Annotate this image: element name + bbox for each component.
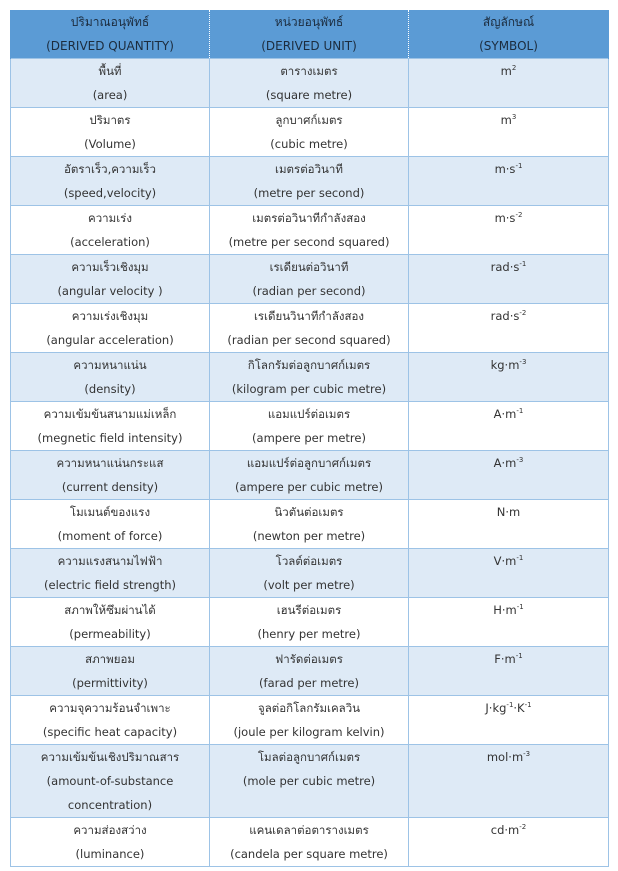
unit-cell bbox=[210, 500, 409, 549]
unit-thai: เฮนรีต่อเมตร bbox=[276, 603, 342, 617]
table-row bbox=[11, 59, 609, 108]
header-quantity-english: (DERIVED QUANTITY) bbox=[46, 39, 174, 53]
unit-english: (square metre) bbox=[265, 88, 353, 102]
symbol-cell bbox=[409, 598, 609, 647]
table-row bbox=[11, 818, 609, 867]
quantity-thai: ความเร่งเชิงมุม bbox=[71, 309, 149, 323]
unit-english: (farad per metre) bbox=[259, 676, 359, 690]
symbol-base: m bbox=[500, 113, 512, 127]
unit-cell bbox=[210, 549, 409, 598]
quantity-english: (specific heat capacity) bbox=[42, 725, 178, 739]
unit-thai: เมตรต่อวินาที bbox=[275, 162, 343, 176]
symbol-base: cd·m bbox=[490, 823, 520, 837]
unit-thai: โมลต่อลูกบาศก์เมตร bbox=[257, 750, 361, 764]
quantity-cell bbox=[11, 353, 210, 402]
symbol-exponent: -1 bbox=[516, 407, 524, 415]
table-row bbox=[11, 402, 609, 451]
unit-thai: ลูกบาศก์เมตร bbox=[275, 113, 343, 127]
unit-cell bbox=[210, 402, 409, 451]
quantity-cell bbox=[11, 451, 210, 500]
symbol-exponent: -3 bbox=[516, 456, 524, 464]
quantity-english: (angular acceleration) bbox=[46, 333, 174, 347]
unit-english: (radian per second) bbox=[252, 284, 366, 298]
symbol-exponent: -2 bbox=[515, 211, 523, 219]
unit-symbol bbox=[413, 745, 604, 769]
unit-cell bbox=[210, 59, 409, 108]
quantity-cell bbox=[11, 549, 210, 598]
quantity-english: (angular velocity ) bbox=[57, 284, 163, 298]
unit-thai: กิโลกรัมต่อลูกบาศก์เมตร bbox=[247, 358, 371, 372]
symbol-cell bbox=[409, 647, 609, 696]
unit-cell bbox=[210, 598, 409, 647]
table-wrapper bbox=[10, 10, 608, 867]
unit-symbol bbox=[413, 157, 604, 181]
quantity-english: (acceleration) bbox=[70, 235, 150, 249]
symbol-exponent: 2 bbox=[511, 64, 517, 72]
header-quantity-thai: ปริมาณอนุพัทธ์ bbox=[70, 15, 150, 29]
symbol-base: mol·m bbox=[486, 750, 524, 764]
symbol-cell bbox=[409, 59, 609, 108]
symbol-cell bbox=[409, 206, 609, 255]
unit-symbol bbox=[413, 598, 604, 622]
table-row bbox=[11, 255, 609, 304]
symbol-base: V·m bbox=[493, 554, 517, 568]
symbol-exponent: -2 bbox=[519, 309, 527, 317]
table-row bbox=[11, 647, 609, 696]
table-row bbox=[11, 157, 609, 206]
quantity-english: (permeability) bbox=[69, 627, 151, 641]
unit-symbol bbox=[413, 818, 604, 842]
quantity-english: (megnetic field intensity) bbox=[37, 431, 183, 445]
unit-english: (metre per second) bbox=[253, 186, 365, 200]
quantity-cell bbox=[11, 255, 210, 304]
quantity-cell bbox=[11, 157, 210, 206]
symbol-cell bbox=[409, 500, 609, 549]
header-symbol-english: (SYMBOL) bbox=[479, 39, 538, 53]
unit-thai: แคนเดลาต่อตารางเมตร bbox=[249, 823, 369, 837]
quantity-english: (area) bbox=[92, 88, 128, 102]
quantity-thai: อัตราเร็ว,ความเร็ว bbox=[64, 162, 156, 176]
table-row bbox=[11, 745, 609, 818]
unit-symbol bbox=[413, 255, 604, 279]
unit-thai: ตารางเมตร bbox=[280, 64, 338, 78]
table-row bbox=[11, 108, 609, 157]
table-body bbox=[11, 59, 609, 867]
unit-symbol bbox=[413, 402, 604, 426]
unit-cell bbox=[210, 451, 409, 500]
symbol-exponent: -3 bbox=[523, 750, 531, 758]
quantity-english-continued: concentration) bbox=[67, 798, 153, 812]
quantity-cell bbox=[11, 818, 210, 867]
table-row bbox=[11, 696, 609, 745]
unit-symbol bbox=[413, 206, 604, 230]
unit-thai: เรเดียนต่อวินาที bbox=[269, 260, 349, 274]
table-row bbox=[11, 206, 609, 255]
unit-cell bbox=[210, 108, 409, 157]
symbol-cell bbox=[409, 818, 609, 867]
unit-english: (candela per square metre) bbox=[230, 847, 388, 861]
quantity-cell bbox=[11, 647, 210, 696]
header-symbol-thai: สัญลักษณ์ bbox=[482, 15, 535, 29]
unit-thai: โวลต์ต่อเมตร bbox=[275, 554, 343, 568]
quantity-thai: ความหนาแน่นกระแส bbox=[56, 456, 164, 470]
quantity-thai: สภาพยอม bbox=[85, 652, 135, 666]
symbol-base: m·s bbox=[494, 211, 516, 225]
unit-english: (ampere per metre) bbox=[252, 431, 366, 445]
quantity-english: (electric field strength) bbox=[44, 578, 176, 592]
unit-cell bbox=[210, 206, 409, 255]
unit-english: (cubic metre) bbox=[270, 137, 348, 151]
symbol-exponent: -1 bbox=[519, 260, 527, 268]
unit-symbol bbox=[413, 108, 604, 132]
quantity-english: (current density) bbox=[61, 480, 159, 494]
quantity-english: (amount-of-substance bbox=[46, 774, 174, 788]
unit-thai: นิวตันต่อเมตร bbox=[274, 505, 344, 519]
symbol-cell bbox=[409, 451, 609, 500]
quantity-cell bbox=[11, 696, 210, 745]
symbol-cell bbox=[409, 108, 609, 157]
symbol-exponent: -1 bbox=[515, 652, 523, 660]
unit-english: (ampere per cubic metre) bbox=[235, 480, 383, 494]
quantity-english: (speed,velocity) bbox=[63, 186, 157, 200]
unit-english: (joule per kilogram kelvin) bbox=[233, 725, 385, 739]
unit-cell bbox=[210, 353, 409, 402]
quantity-thai: ความแรงสนามไฟฟ้า bbox=[57, 554, 163, 568]
quantity-cell bbox=[11, 304, 210, 353]
table-row bbox=[11, 500, 609, 549]
unit-symbol bbox=[413, 500, 604, 524]
header-derived-quantity bbox=[11, 10, 210, 59]
symbol-exponent: -1 bbox=[506, 701, 514, 709]
symbol-exponent: -3 bbox=[519, 358, 527, 366]
quantity-thai: ความเข้มข้นเชิงปริมาณสาร bbox=[40, 750, 180, 764]
unit-symbol bbox=[413, 59, 604, 83]
quantity-english: (density) bbox=[84, 382, 136, 396]
table-row bbox=[11, 304, 609, 353]
unit-thai: เรเดียนวินาทีกำลังสอง bbox=[253, 309, 365, 323]
header-symbol bbox=[409, 10, 609, 59]
symbol-base: rad·s bbox=[490, 260, 520, 274]
unit-cell bbox=[210, 745, 409, 818]
symbol-exponent: -1 bbox=[516, 554, 524, 562]
quantity-cell bbox=[11, 59, 210, 108]
unit-thai: ฟารัดต่อเมตร bbox=[275, 652, 343, 666]
quantity-cell bbox=[11, 108, 210, 157]
unit-english: (radian per second squared) bbox=[227, 333, 391, 347]
symbol-exponent: -1 bbox=[516, 603, 524, 611]
unit-cell bbox=[210, 818, 409, 867]
unit-symbol bbox=[413, 451, 604, 475]
quantity-thai: พื้นที่ bbox=[98, 64, 122, 78]
unit-english: (henry per metre) bbox=[257, 627, 361, 641]
symbol-base: A·m bbox=[493, 407, 517, 421]
symbol-exponent: -1 bbox=[515, 162, 523, 170]
unit-cell bbox=[210, 255, 409, 304]
symbol-base: N·m bbox=[496, 505, 521, 519]
symbol-exponent: 3 bbox=[511, 113, 517, 121]
unit-english: (kilogram per cubic metre) bbox=[231, 382, 387, 396]
symbol-base: A·m bbox=[493, 456, 517, 470]
unit-symbol bbox=[413, 304, 604, 328]
table-row bbox=[11, 549, 609, 598]
quantity-thai: ความเร็วเชิงมุม bbox=[71, 260, 149, 274]
quantity-cell bbox=[11, 402, 210, 451]
quantity-thai: ความเข้มข้นสนามแม่เหล็ก bbox=[43, 407, 177, 421]
header-derived-unit bbox=[210, 10, 409, 59]
symbol-base: m·s bbox=[494, 162, 516, 176]
header-unit-thai: หน่วยอนุพัทธ์ bbox=[274, 15, 344, 29]
symbol-cell bbox=[409, 696, 609, 745]
quantity-thai: โมเมนต์ของแรง bbox=[69, 505, 151, 519]
quantity-thai: ความจุความร้อนจำเพาะ bbox=[49, 701, 171, 715]
unit-thai: แอมแปร์ต่อเมตร bbox=[267, 407, 351, 421]
symbol-base: rad·s bbox=[490, 309, 520, 323]
symbol-base: m bbox=[500, 64, 512, 78]
unit-english: (newton per metre) bbox=[252, 529, 366, 543]
quantity-cell bbox=[11, 500, 210, 549]
derived-units-table bbox=[10, 10, 609, 867]
symbol-base: F·m bbox=[494, 652, 516, 666]
header-unit-english: (DERIVED UNIT) bbox=[261, 39, 357, 53]
unit-symbol bbox=[413, 353, 604, 377]
quantity-english: (luminance) bbox=[75, 847, 145, 861]
unit-cell bbox=[210, 304, 409, 353]
quantity-thai: ความหนาแน่น bbox=[73, 358, 147, 372]
table-header bbox=[11, 10, 609, 59]
quantity-english: (Volume) bbox=[84, 137, 136, 151]
symbol-cell bbox=[409, 157, 609, 206]
unit-symbol bbox=[413, 696, 604, 720]
quantity-thai: ปริมาตร bbox=[89, 113, 131, 127]
quantity-thai: สภาพให้ซึมผ่านได้ bbox=[64, 603, 156, 617]
quantity-english: (moment of force) bbox=[57, 529, 163, 543]
unit-english: (volt per metre) bbox=[263, 578, 355, 592]
unit-cell bbox=[210, 647, 409, 696]
unit-cell bbox=[210, 157, 409, 206]
table-row bbox=[11, 598, 609, 647]
symbol-cell bbox=[409, 353, 609, 402]
symbol-base: J·kg bbox=[485, 701, 507, 715]
quantity-cell bbox=[11, 206, 210, 255]
symbol-base: kg·m bbox=[490, 358, 520, 372]
unit-symbol bbox=[413, 647, 604, 671]
quantity-cell bbox=[11, 598, 210, 647]
unit-cell bbox=[210, 696, 409, 745]
symbol-cell bbox=[409, 745, 609, 818]
symbol-cell bbox=[409, 304, 609, 353]
symbol-cell bbox=[409, 549, 609, 598]
table-row bbox=[11, 353, 609, 402]
unit-symbol bbox=[413, 549, 604, 573]
symbol-base: ·K bbox=[513, 701, 525, 715]
quantity-cell bbox=[11, 745, 210, 818]
unit-english: (metre per second squared) bbox=[228, 235, 390, 249]
symbol-exponent: -1 bbox=[524, 701, 532, 709]
quantity-thai: ความเร่ง bbox=[88, 211, 132, 225]
symbol-cell bbox=[409, 402, 609, 451]
symbol-exponent: -2 bbox=[519, 823, 527, 831]
symbol-base: H·m bbox=[493, 603, 517, 617]
quantity-thai: ความส่องสว่าง bbox=[73, 823, 147, 837]
symbol-cell bbox=[409, 255, 609, 304]
unit-thai: แอมแปร์ต่อลูกบาศก์เมตร bbox=[246, 456, 372, 470]
quantity-english: (permittivity) bbox=[72, 676, 148, 690]
unit-english: (mole per cubic metre) bbox=[242, 774, 376, 788]
unit-thai: เมตรต่อวินาทีกำลังสอง bbox=[252, 211, 366, 225]
unit-thai: จูลต่อกิโลกรัมเคลวิน bbox=[257, 701, 361, 715]
table-row bbox=[11, 451, 609, 500]
